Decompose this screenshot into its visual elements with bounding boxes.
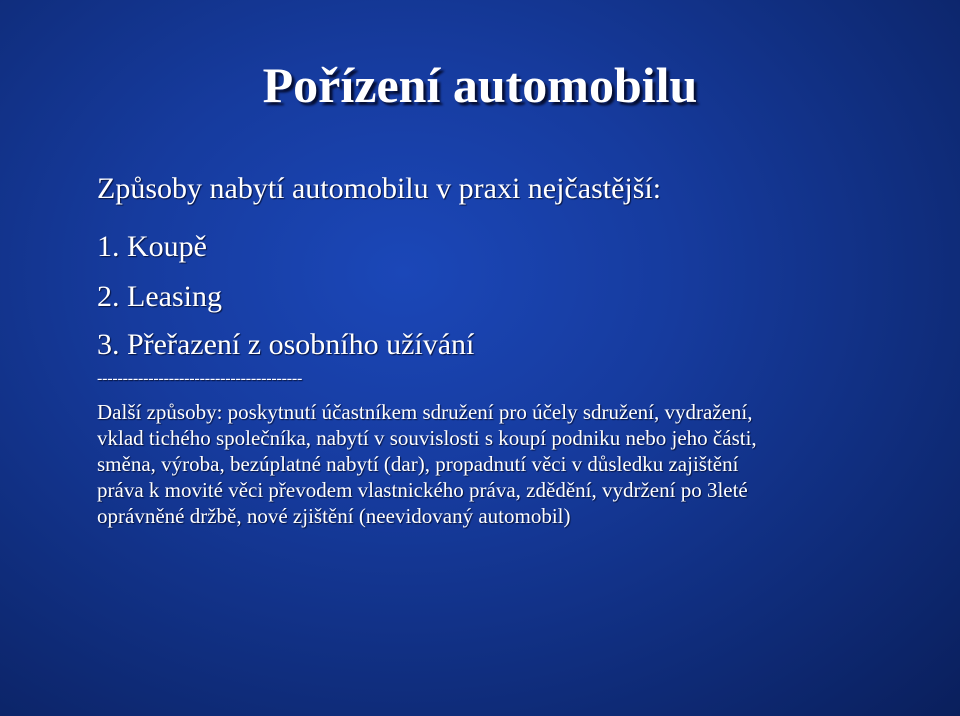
slide-title: Pořízení automobilu	[262, 57, 698, 113]
paragraph-line: oprávněné držbě, nové zjištění (neevidovaný automobil)	[97, 504, 571, 528]
list-item: 3. Přeřazení z osobního užívání	[97, 328, 475, 361]
list-item: 2. Leasing	[97, 280, 222, 313]
slide-content	[97, 170, 917, 529]
acquisition-list	[97, 228, 917, 369]
paragraph-line: Další způsoby: poskytnutí účastníkem sdružení pro účely sdružení, vydražení,	[97, 400, 753, 424]
paragraph-line: práva k movité věci převodem vlastnického práva, zdědění, vydržení po 3leté	[97, 478, 748, 502]
list-item: 1. Koupě	[97, 230, 207, 263]
intro-text: Způsoby nabytí automobilu v praxi nejčastější:	[97, 172, 662, 205]
paragraph-line: vklad tichého společníka, nabytí v souvislosti s koupí podniku nebo jeho části,	[97, 426, 757, 450]
other-methods-paragraph	[97, 399, 907, 529]
paragraph-line: směna, výroba, bezúplatné nabytí (dar), propadnutí věci v důsledku zajištění	[97, 452, 739, 476]
dashed-divider: ----------------------------------------	[97, 370, 303, 387]
